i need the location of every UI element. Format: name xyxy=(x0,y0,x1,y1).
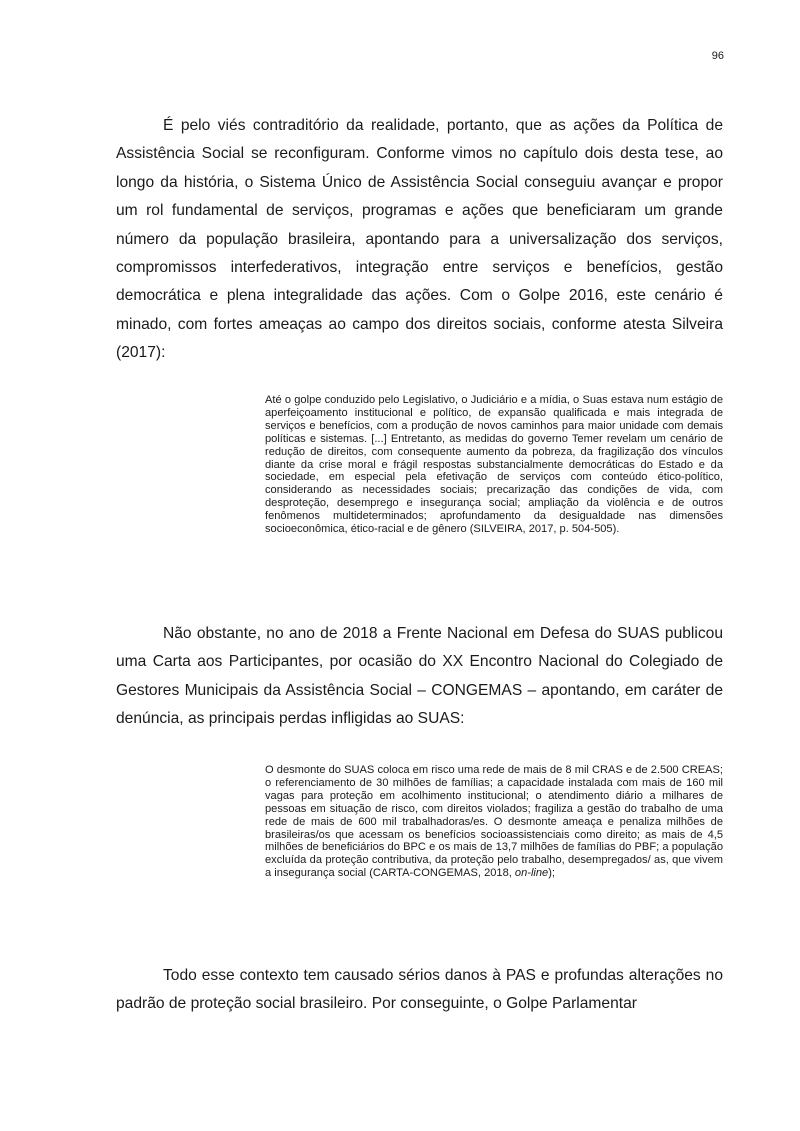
body-paragraph-2: Não obstante, no ano de 2018 a Frente Nacional em Defesa do SUAS publicou uma Carta aos Participantes, por ocasião do XX Encontro Nacional do Colegiado de Gestores Municipais da Assistência Social – CONGEMAS – apontando, em caráter de denúncia, as principais perdas infligidas ao SUAS: xyxy=(116,625,723,728)
page-number: 96 xyxy=(711,50,724,62)
block-quote-congemas xyxy=(265,764,723,880)
body-paragraph-1: É pelo viés contraditório da realidade, portanto, que as ações da Política de Assistência Social se reconfiguram. Conforme vimos no capítulo dois desta tese, ao longo da história, o Sistema Único de Assistência Social conseguiu avançar e propor um rol fundamental de serviços, programas e ações que beneficiaram um grande número da população brasileira, apontando para a universalização dos serviços, compromissos interfederativos, integração entre serviços e benefícios, gestão democrática e plena integralidade das ações. Com o Golpe 2016, este cenário é minado, com fortes ameaças ao campo dos direitos sociais, conforme atesta Silveira (2017): xyxy=(116,117,723,362)
body-paragraph-3: Todo esse contexto tem causado sérios danos à PAS e profundas alterações no padrão de proteção social brasileiro. Por conseguinte, o Golpe Parlamentar xyxy=(116,967,723,1013)
quote-text-end: ); xyxy=(548,867,556,880)
quote-text: O desmonte do SUAS coloca em risco uma rede de mais de 8 mil CRAS e de 2.500 CREAS; o referenciamento de 30 milhões de famílias; a capacidade instalada com mais de 160 mil vagas para proteção em acolhimento institucional; o atendimento diário a milhares de pessoas em situação de risco, com direitos violados; fragiliza a gestão do trabalho de uma rede de mais de 600 mil trabalhadoras/es. O desmonte ameaça e penaliza milhões de brasileiras/os que acessam os benefícios socioassistenciais como direito; as mais de 4,5 milhões de beneficiários do BPC e os mais de 13,7 milhões de famílias do PBF; a população excluída da proteção contributiva, da proteção pelo trabalho, desempregados/ as, que vivem a insegurança social (CARTA-CONGEMAS, 2018, xyxy=(265,764,723,880)
block-quote-silveira: Até o golpe conduzido pelo Legislativo, o Judiciário e a mídia, o Suas estava num estágio de aperfeiçoamento institucional e político, de expansão qualificada e mais integrada de serviços e benefícios, com a produção de novos caminhos para maior unidade com demais políticas e sistemas. [...] Entretanto, as medidas do governo Temer revelam um cenário de redução de direitos, com consequente aumento da pobreza, da fragilização dos vínculos diante da crise moral e frágil respostas substancialmente democráticas do Estado e da sociedade, em especial pela efetivação de serviços com conteúdo ético-político, considerando as necessidades sociais; precarização das condições de vida, com desproteção, desemprego e insegurança social; ampliação da violência e de outros fenômenos multideterminados; aprofundamento da desigualdade nas dimensões socioeconômica, ético-racial e de gênero (SILVEIRA, 2017, p. 504-505). xyxy=(265,394,723,536)
quote-italic-online: on-line xyxy=(514,867,549,880)
